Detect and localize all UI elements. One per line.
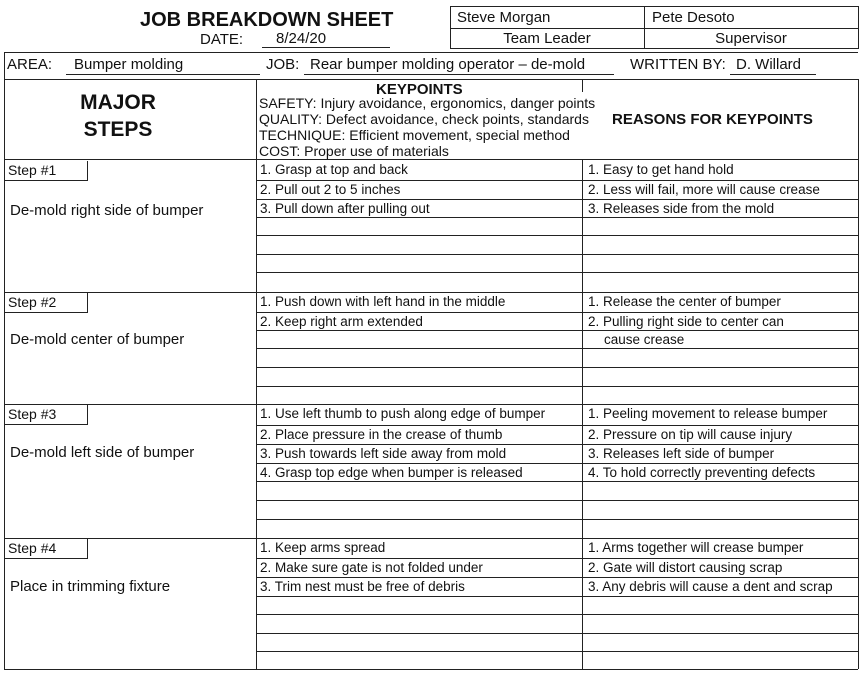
row-line — [256, 614, 858, 615]
reason-item: 1. Easy to get hand hold — [588, 162, 734, 177]
row-line — [256, 217, 858, 218]
supervisor-role: Supervisor — [715, 30, 787, 47]
job-label: JOB: — [266, 56, 300, 73]
reason-item: 2. Pulling right side to center can — [588, 314, 784, 329]
keypoints-legend-technique: TECHNIQUE: Efficient movement, special method — [259, 127, 570, 143]
reason-item: 2. Less will fail, more will cause crease — [588, 182, 820, 197]
row-line — [256, 235, 858, 236]
reason-item: 1. Arms together will crease bumper — [588, 540, 804, 555]
written-by-label: WRITTEN BY: — [630, 56, 726, 73]
step-description: De-mold center of bumper — [10, 331, 185, 348]
step-description: De-mold left side of bumper — [10, 444, 195, 461]
row-line — [256, 558, 858, 559]
reasons-header: REASONS FOR KEYPOINTS — [612, 111, 813, 128]
step-label: Step #3 — [5, 405, 88, 425]
step-divider — [4, 538, 858, 539]
keypoint-item: 4. Grasp top edge when bumper is released — [260, 465, 523, 480]
row-line — [256, 272, 858, 273]
row-line — [256, 577, 858, 578]
keypoints-legend-quality: QUALITY: Defect avoidance, check points, standards — [259, 111, 589, 127]
keypoints-legend-safety: SAFETY: Injury avoidance, ergonomics, danger points — [259, 95, 596, 111]
keypoint-item: 1. Grasp at top and back — [260, 162, 408, 177]
reason-item: 1. Release the center of bumper — [588, 294, 781, 309]
row-line — [256, 596, 858, 597]
keypoints-header: KEYPOINTS — [376, 81, 463, 98]
reason-item: 2. Gate will distort causing scrap — [588, 560, 783, 575]
step-divider — [4, 404, 858, 405]
row-line — [256, 330, 858, 331]
major-steps-header-line2: STEPS — [83, 118, 153, 141]
row-line — [256, 367, 858, 368]
row-line — [256, 348, 858, 349]
step-description: De-mold right side of bumper — [10, 202, 204, 219]
reason-item: 4. To hold correctly preventing defects — [588, 465, 816, 480]
row-line — [256, 481, 858, 482]
reason-item: cause crease — [604, 332, 685, 347]
row-line — [256, 199, 858, 200]
row-line — [256, 500, 858, 501]
team-leader-name: Steve Morgan — [457, 9, 551, 26]
keypoint-item: 2. Place pressure in the crease of thumb — [260, 427, 503, 442]
row-line — [256, 463, 858, 464]
keypoint-item: 3. Pull down after pulling out — [260, 201, 430, 216]
area-value: Bumper molding — [74, 56, 184, 73]
keypoint-item: 3. Trim nest must be free of debris — [260, 579, 465, 594]
keypoint-item: 1. Push down with left hand in the middle — [260, 294, 506, 309]
reason-item: 3. Any debris will cause a dent and scrap — [588, 579, 833, 594]
keypoints-legend-cost: COST: Proper use of materials — [259, 143, 449, 159]
row-line — [256, 180, 858, 181]
keypoint-item: 3. Push towards left side away from mold — [260, 446, 507, 461]
keypoint-item: 2. Make sure gate is not folded under — [260, 560, 483, 575]
row-line — [256, 312, 858, 313]
supervisor-name: Pete Desoto — [652, 9, 735, 26]
step-label: Step #2 — [5, 293, 88, 313]
area-label: AREA: — [7, 56, 53, 73]
date-value: 8/24/20 — [276, 30, 327, 47]
reason-item: 3. Releases side from the mold — [588, 201, 775, 216]
row-line — [256, 425, 858, 426]
reason-item: 2. Pressure on tip will cause injury — [588, 427, 793, 442]
keypoint-item: 1. Keep arms spread — [260, 540, 386, 555]
keypoint-item: 2. Pull out 2 to 5 inches — [260, 182, 401, 197]
keypoint-item: 1. Use left thumb to push along edge of bumper — [260, 406, 546, 421]
step-label: Step #4 — [5, 539, 88, 559]
written-by-value: D. Willard — [736, 56, 802, 73]
row-line — [256, 651, 858, 652]
row-line — [256, 386, 858, 387]
row-line — [256, 519, 858, 520]
step-divider — [4, 292, 858, 293]
step-description: Place in trimming fixture — [10, 578, 171, 595]
row-line — [256, 633, 858, 634]
row-line — [256, 444, 858, 445]
step-label: Step #1 — [5, 161, 88, 181]
reason-item: 1. Peeling movement to release bumper — [588, 406, 828, 421]
major-steps-header-line1: MAJOR — [80, 91, 156, 114]
keypoint-item: 2. Keep right arm extended — [260, 314, 423, 329]
date-label: DATE: — [200, 31, 244, 48]
sheet-title: JOB BREAKDOWN SHEET — [140, 9, 394, 31]
reason-item: 3. Releases left side of bumper — [588, 446, 775, 461]
team-leader-role: Team Leader — [503, 30, 591, 47]
job-value: Rear bumper molding operator – de-mold — [310, 56, 586, 73]
row-line — [256, 254, 858, 255]
